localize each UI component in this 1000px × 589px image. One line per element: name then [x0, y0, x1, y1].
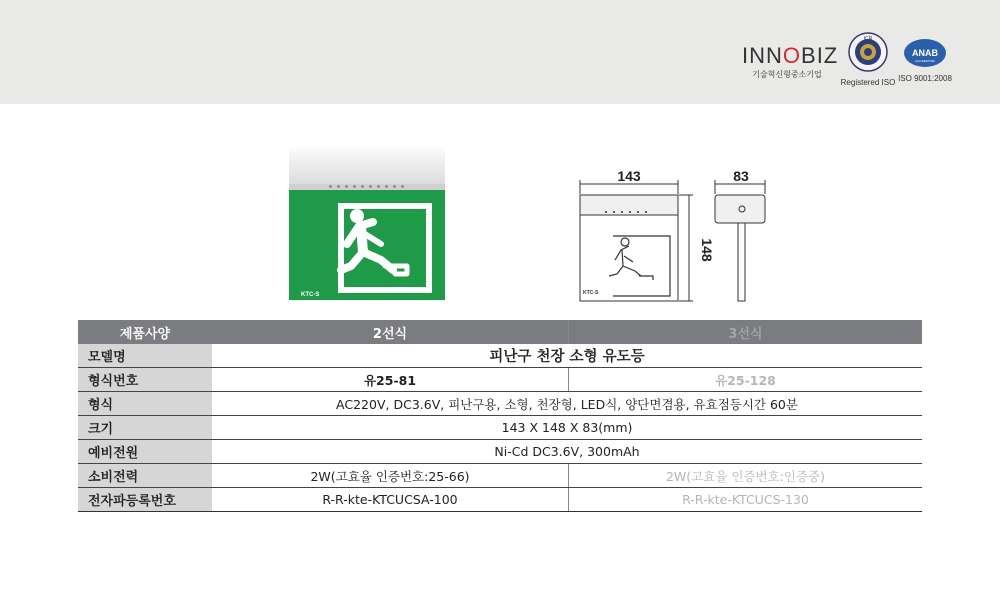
innobiz-subtitle: 기술혁신형중소기업	[752, 70, 822, 79]
icr-caption: Registered ISO	[840, 78, 896, 87]
anab-mark-icon	[903, 38, 947, 68]
table-row: 예비전원 Ni-Cd DC3.6V, 300mAh	[78, 440, 922, 464]
spec-header-label: 제품사양	[78, 320, 212, 344]
icr-seal-icon	[848, 32, 888, 72]
table-row: 소비전력 2W(고효율 인증번호:25-66) 2W(고효율 인증번호:인증중)	[78, 464, 922, 488]
width-dim-label: 143	[617, 168, 641, 184]
table-row: 형식번호 유25-81 유25-128	[78, 368, 922, 392]
top-banner	[0, 0, 1000, 104]
icr-logo	[837, 32, 899, 87]
table-row: 전자파등록번호 R-R-kte-KTCUCSA-100 R-R-kte-KTCUCS-130	[78, 488, 922, 512]
table-row: 모델명 피난구 천장 소형 유도등	[78, 344, 922, 368]
svg-text:KTC-S: KTC-S	[583, 290, 599, 296]
innobiz-logo: INNOBIZ 기술혁신형중소기업	[742, 43, 839, 79]
svg-text:KTC-S: KTC-S	[301, 292, 320, 298]
spec-header-row	[78, 320, 922, 344]
product-photo	[289, 148, 445, 300]
svg-text:ANAB: ANAB	[912, 48, 938, 58]
col-3wire-header: 3선식	[569, 320, 923, 344]
anab-logo	[898, 38, 952, 83]
svg-text:ICR: ICR	[863, 36, 873, 42]
table-row: 형식 AC220V, DC3.6V, 피난구용, 소형, 천장형, LED식, 양단면겸용, 유효점등시간 60분	[78, 392, 922, 416]
table-row: 크기 143 X 148 X 83(mm)	[78, 416, 922, 440]
model-name: 피난구 천장 소형 유도등	[212, 344, 922, 368]
anab-caption: ISO 9001:2008	[898, 74, 952, 83]
height-dim-label: 148	[699, 238, 715, 262]
svg-text:ACCREDITED: ACCREDITED	[915, 59, 935, 63]
depth-dim-label: 83	[733, 168, 749, 184]
spec-table	[78, 320, 922, 512]
col-2wire-header: 2선식	[212, 320, 569, 344]
dimension-drawing	[575, 168, 775, 308]
